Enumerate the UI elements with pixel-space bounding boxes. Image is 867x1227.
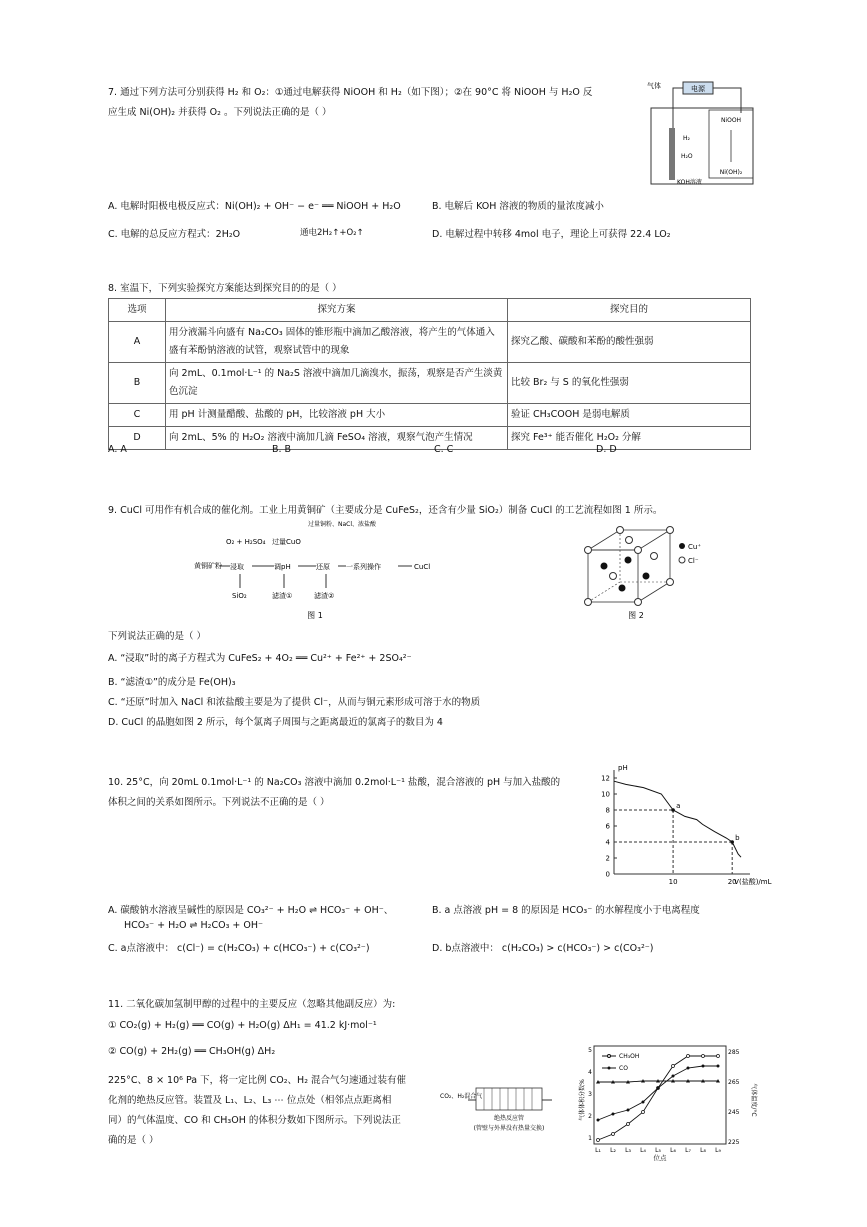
y-tick-label: 12 xyxy=(601,774,610,783)
reagent2-label: 过量CuO xyxy=(272,538,301,546)
q9-ask: 下列说法正确的是（ ） xyxy=(108,631,207,642)
step4-label: 一系列操作 xyxy=(346,563,381,571)
methanol-point xyxy=(672,1065,675,1068)
ph-curve xyxy=(614,781,741,857)
y-right-label: 气体温度/°C xyxy=(750,1083,757,1117)
point-label-b: b xyxy=(735,834,740,842)
fig1-caption: 图 1 xyxy=(307,611,323,620)
methanol-point xyxy=(627,1123,630,1126)
fig2-caption: 图 2 xyxy=(628,611,644,620)
q8-answer-b: B. B xyxy=(272,444,292,455)
x-axis-label: 位点 xyxy=(653,1154,667,1162)
reagent1-label: O₂ + H₂SO₄ xyxy=(226,538,266,546)
methanol-point xyxy=(702,1055,705,1058)
x-tick-label: L₄ xyxy=(640,1147,646,1154)
q11-reaction-1: ① CO₂(g) + H₂(g) ══ CO(g) + H₂O(g) ΔH₁ = 41.2 kJ·mol⁻¹ xyxy=(108,1020,377,1031)
tube-note: (管壁与外界没有热量交换) xyxy=(473,1125,545,1132)
q7-stem-line1: 7. 通过下列方法可分别获得 H₂ 和 O₂：①通过电解获得 NiOOH 和 H₂（如下图）；②在 90°C 将 NiOOH 与 H₂O 反 xyxy=(108,87,593,98)
methanol-point xyxy=(597,1139,600,1142)
h2-label: H₂ xyxy=(683,135,690,142)
q7-option-c-rest: 通电2H₂↑+O₂↑ xyxy=(300,228,364,238)
y-left-tick: 2 xyxy=(588,1113,592,1120)
q7-option-a: A. 电解时阳极电极反应式：Ni(OH)₂ + OH⁻ − e⁻ ══ NiOOH + H₂O xyxy=(108,201,401,212)
q11-paragraph-2: 化剂的绝热反应管。装置及 L₁、L₂、L₃ ⋯ 位点处（相邻点点距离相 xyxy=(108,1095,392,1106)
x-tick-label: L₁ xyxy=(595,1147,601,1154)
process-flow-figure xyxy=(190,518,440,624)
q9-option-c: C. “还原”时加入 NaCl 和浓盐酸主要是为了提供 Cl⁻，从而与铜元素形成可溶于水的物质 xyxy=(108,697,481,708)
power-label: 电源 xyxy=(691,85,705,93)
reactor-tube-figure xyxy=(440,1082,565,1138)
header-plan: 探究方案 xyxy=(166,299,508,322)
row-goal: 探究 Fe³⁺ 能否催化 H₂O₂ 分解 xyxy=(508,427,751,450)
q9-option-b: B. “滤渣①”的成分是 Fe(OH)₃ xyxy=(108,677,236,688)
table-row xyxy=(109,322,751,363)
co-point xyxy=(657,1087,660,1090)
x-tick-label: L₉ xyxy=(715,1147,721,1154)
x-tick-label: L₂ xyxy=(610,1147,616,1154)
step3-label: 还原 xyxy=(316,563,330,571)
x-tick-label: 10 xyxy=(668,878,678,886)
q8-table xyxy=(108,298,751,450)
nioh2-label: Ni(OH)₂ xyxy=(719,169,743,176)
co-point xyxy=(627,1109,630,1112)
q7-option-b: B. 电解后 KOH 溶液的物质的量浓度减小 xyxy=(432,201,604,212)
y-left-tick: 5 xyxy=(588,1047,592,1054)
methanol-point xyxy=(642,1111,645,1114)
y-right-tick: 265 xyxy=(728,1079,740,1086)
y-tick-label: 6 xyxy=(605,822,610,831)
point-a xyxy=(671,808,675,812)
gas-label: 气体 xyxy=(647,82,661,90)
x-tick-label: L₃ xyxy=(625,1147,631,1154)
x-tick-label: L₅ xyxy=(655,1147,661,1154)
legend-marker-co xyxy=(608,1067,611,1070)
row-plan: 用 pH 计测量醋酸、盐酸的 pH，比较溶液 pH 大小 xyxy=(166,404,508,427)
q10-stem-line1: 10. 25°C，向 20mL 0.1mol·L⁻¹ 的 Na₂CO₃ 溶液中滴加 0.2mol·L⁻¹ 盐酸，混合溶液的 pH 与加入盐酸的 xyxy=(108,777,561,788)
reagent3-label: 过量铜粉、NaCl、浓盐酸 xyxy=(308,521,377,528)
y-left-tick: 1 xyxy=(588,1135,592,1142)
co-point xyxy=(687,1067,690,1070)
methanol-point xyxy=(717,1055,720,1058)
q11-paragraph-1: 225°C、8 × 10⁶ Pa 下，将一定比例 CO₂、H₂ 混合气匀速通过装有催 xyxy=(108,1075,407,1086)
tube-feed-label: CO₂、H₂混合气 xyxy=(440,1093,483,1100)
co-point xyxy=(642,1101,645,1104)
row-option: C xyxy=(109,404,166,427)
row-goal: 比较 Br₂ 与 S 的氧化性强弱 xyxy=(508,363,751,404)
co-point xyxy=(597,1119,600,1122)
crystal-cell-figure xyxy=(570,520,710,624)
table-header-row xyxy=(109,299,751,322)
q10-option-a-line1: A. 碳酸钠水溶液呈碱性的原因是 CO₃²⁻ + H₂O ⇌ HCO₃⁻ + OH⁻、 xyxy=(108,905,394,916)
row-option: B xyxy=(109,363,166,404)
plot-frame xyxy=(594,1046,726,1144)
table-row xyxy=(109,427,751,450)
q8-answer-c: C. C xyxy=(434,444,454,455)
output-label: CuCl xyxy=(414,563,431,571)
co-point xyxy=(672,1075,675,1078)
q7-option-c: C. 电解的总反应方程式：2H₂O xyxy=(108,229,241,240)
reactor-profile-chart xyxy=(580,1040,756,1160)
y-tick-label: 0 xyxy=(605,870,610,879)
q11-paragraph-4: 确的是（ ） xyxy=(108,1135,159,1146)
header-goal: 探究目的 xyxy=(508,299,751,322)
q11-reaction-2: ② CO(g) + 2H₂(g) ══ CH₃OH(g) ΔH₂ xyxy=(108,1046,276,1057)
x-axis-label: V(盐酸)/mL xyxy=(734,878,772,886)
q11-paragraph-3: 同）的气体温度、CO 和 CH₃OH 的体积分数如下图所示。下列说法正 xyxy=(108,1115,401,1126)
legend-co: CO xyxy=(619,1065,628,1072)
step1-label: 浸取 xyxy=(230,563,244,571)
header-option: 选项 xyxy=(109,299,166,322)
q7-stem-line2: 应生成 Ni(OH)₂ 并获得 O₂ 。下列说法正确的是（ ） xyxy=(108,107,332,118)
out2-label: 滤渣① xyxy=(272,592,293,600)
y-left-tick: 3 xyxy=(588,1091,592,1098)
row-option: D xyxy=(109,427,166,450)
methanol-point xyxy=(687,1055,690,1058)
out1-label: SiO₂ xyxy=(232,592,247,600)
x-tick-label: L₇ xyxy=(685,1147,691,1154)
y-right-tick: 285 xyxy=(728,1049,740,1056)
co-point xyxy=(702,1065,705,1068)
legend-methanol: CH₃OH xyxy=(619,1053,640,1060)
q8-answer-a: A. A xyxy=(108,444,127,455)
x-tick-label: 20 xyxy=(727,878,737,886)
electrolysis-figure xyxy=(643,78,761,188)
row-plan: 用分液漏斗向盛有 Na₂CO₃ 固体的锥形瓶中滴加乙酸溶液，将产生的气体通入盛有苯酚钠溶液的试管，观察试管中的现象 xyxy=(166,322,508,363)
koh-label: KOH溶液 xyxy=(677,179,702,186)
out3-label: 滤渣② xyxy=(314,592,335,600)
q10-option-a-line2: HCO₃⁻ + H₂O ⇌ H₂CO₃ + OH⁻ xyxy=(124,920,264,931)
table-row xyxy=(109,404,751,427)
y-left-label: 气体体积分数% xyxy=(579,1079,586,1121)
legend-cu: Cu⁺ xyxy=(688,543,702,551)
y-tick-label: 10 xyxy=(601,790,610,799)
row-option: A xyxy=(109,322,166,363)
row-goal: 探究乙酸、碳酸和苯酚的酸性强弱 xyxy=(508,322,751,363)
input-label: 黄铜矿粉 xyxy=(194,562,222,570)
methanol-point xyxy=(612,1133,615,1136)
y-tick-label: 2 xyxy=(605,854,610,863)
co-point xyxy=(717,1065,720,1068)
point-label-a: a xyxy=(676,802,681,810)
q10-stem-line2: 体积之间的关系如图所示。下列说法不正确的是（ ） xyxy=(108,797,330,808)
step2-label: 调pH xyxy=(274,563,291,571)
niooh-label: NiOOH xyxy=(720,117,742,124)
y-right-tick: 225 xyxy=(728,1139,740,1146)
h2o-label: H₂O xyxy=(681,153,693,160)
y-tick-label: 8 xyxy=(605,806,610,815)
methanol-curve xyxy=(598,1056,718,1140)
tube-label: 绝热反应管 xyxy=(493,1115,525,1122)
x-tick-label: L₆ xyxy=(670,1147,676,1154)
y-right-tick: 245 xyxy=(728,1109,740,1116)
electrode xyxy=(669,128,675,180)
q9-stem: 9. CuCl 可用作有机合成的催化剂。工业上用黄铜矿（主要成分是 CuFeS₂，还含有少量 SiO₂）制备 CuCl 的工艺流程如图 1 所示。 xyxy=(108,505,663,516)
q10-option-c: C. a点溶液中： c(Cl⁻) = c(H₂CO₃) + c(HCO₃⁻) + c(CO₃²⁻) xyxy=(108,943,370,954)
q8-stem: 8. 室温下，下列实验探究方案能达到探究目的的是（ ） xyxy=(108,283,342,294)
row-plan: 向 2mL、0.1mol·L⁻¹ 的 Na₂S 溶液中滴加几滴溴水，振荡，观察是否产生淡黄色沉淀 xyxy=(166,363,508,404)
ph-titration-chart xyxy=(592,764,772,894)
q8-answer-d: D. D xyxy=(596,444,617,455)
table-row xyxy=(109,363,751,404)
row-plan: 向 2mL、5% 的 H₂O₂ 溶液中滴加几滴 FeSO₄ 溶液，观察气泡产生情况 xyxy=(166,427,508,450)
row-goal: 验证 CH₃COOH 是弱电解质 xyxy=(508,404,751,427)
co-curve xyxy=(598,1066,718,1120)
x-tick-label: L₈ xyxy=(700,1147,706,1154)
y-tick-label: 4 xyxy=(605,838,610,847)
legend-marker-methanol xyxy=(608,1055,611,1058)
q10-option-d: D. b点溶液中： c(H₂CO₃) > c(HCO₃⁻) > c(CO₃²⁻) xyxy=(432,943,654,954)
point-b xyxy=(730,840,734,844)
q11-stem: 11. 二氧化碳加氢制甲醇的过程中的主要反应（忽略其他副反应）为: xyxy=(108,999,396,1010)
y-axis-label: pH xyxy=(618,764,628,772)
q9-option-a: A. “浸取”时的离子方程式为 CuFeS₂ + 4O₂ ══ Cu²⁺ + Fe²⁺ + 2SO₄²⁻ xyxy=(108,653,412,664)
q10-option-b: B. a 点溶液 pH = 8 的原因是 HCO₃⁻ 的水解程度小于电离程度 xyxy=(432,905,700,916)
q7-option-d: D. 电解过程中转移 4mol 电子，理论上可获得 22.4 LO₂ xyxy=(432,229,671,240)
legend-cl: Cl⁻ xyxy=(688,557,699,565)
y-left-tick: 4 xyxy=(588,1069,592,1076)
q9-option-d: D. CuCl 的晶胞如图 2 所示，每个氯离子周围与之距离最近的氯离子的数目为 4 xyxy=(108,717,443,728)
co-point xyxy=(612,1113,615,1116)
